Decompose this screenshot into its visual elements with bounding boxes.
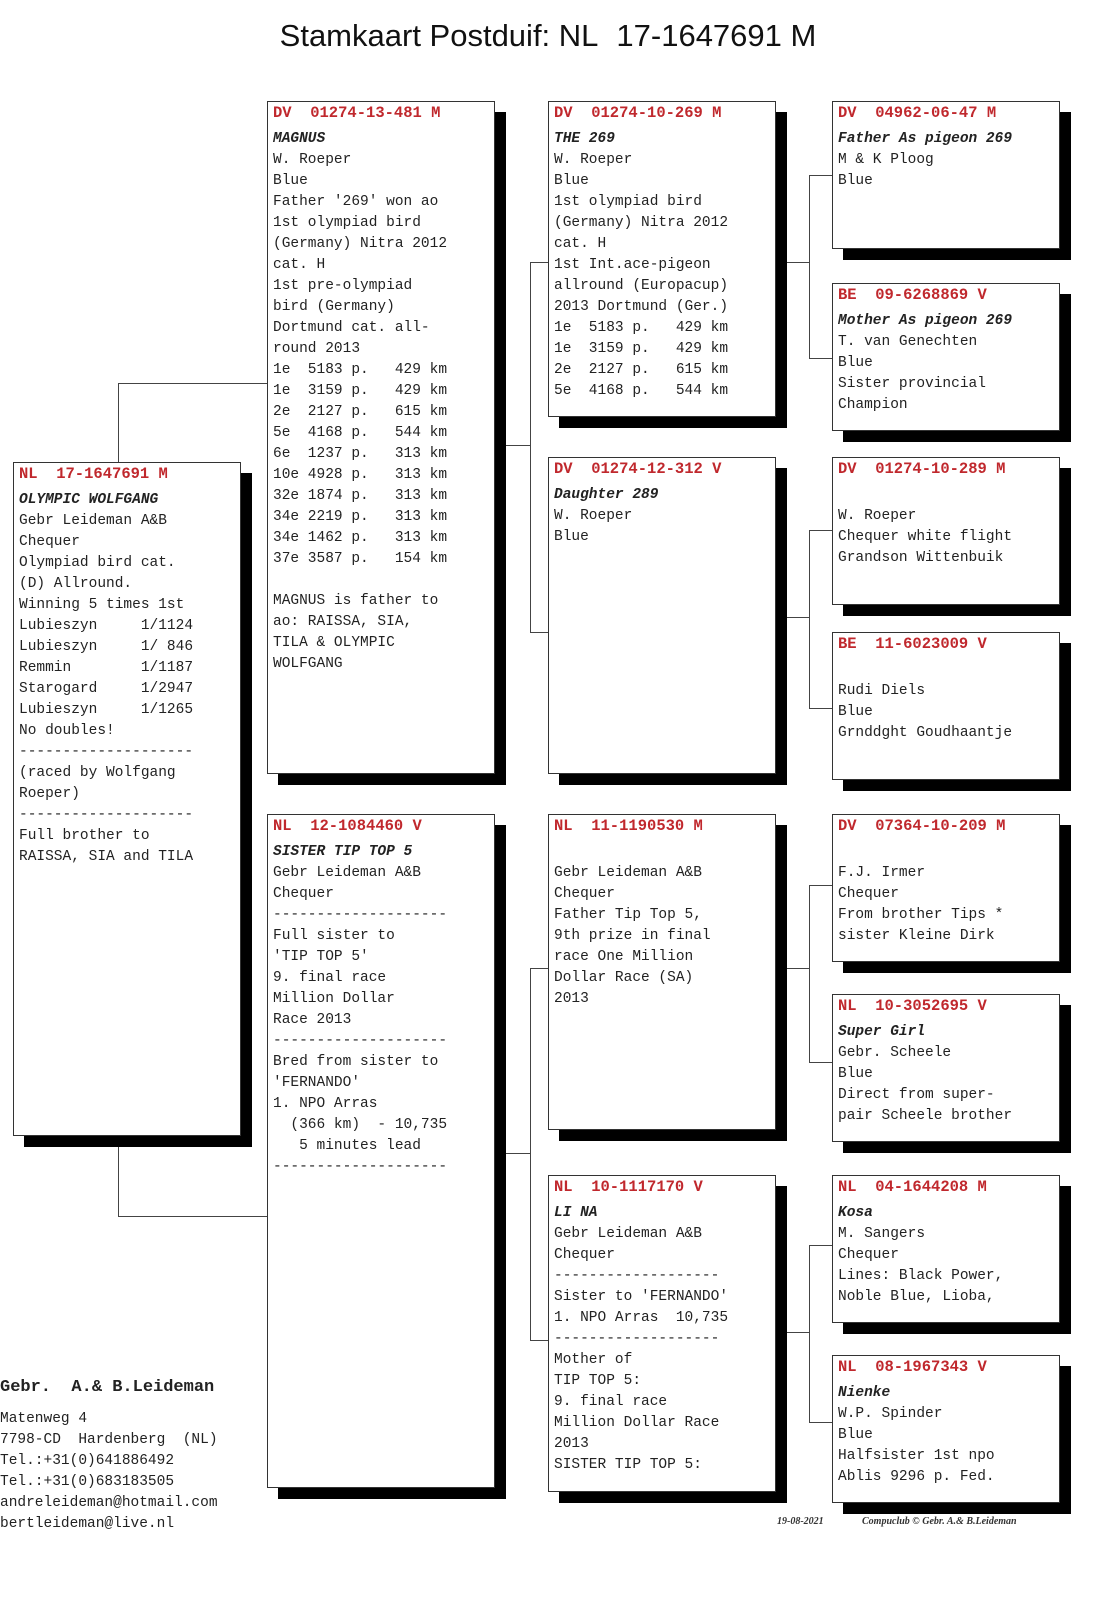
card-line: 1e 3159 p. 429 km	[554, 341, 729, 357]
ring-number: DV 01274-12-312 V	[554, 460, 722, 478]
card-line: TILA & OLYMPIC	[273, 635, 395, 651]
pigeon-card-mother	[267, 814, 495, 1488]
card-line: cat. H	[554, 236, 607, 252]
software-credit: Compuclub © Gebr. A.& B.Leideman	[862, 1516, 1017, 1527]
card-line: Rudi Diels	[838, 683, 926, 699]
card-line: 9. final race	[554, 1394, 668, 1410]
pigeon-card-fff	[832, 101, 1060, 249]
connector-line	[530, 968, 548, 969]
connector-line	[118, 1216, 268, 1217]
card-line: SISTER TIP TOP 5:	[554, 1457, 702, 1473]
pigeon-name: Super Girl	[838, 1024, 926, 1040]
card-line: 'FERNANDO'	[273, 1075, 361, 1091]
ring-number: NL 10-1117170 V	[554, 1178, 703, 1196]
card-line: Lubieszyn 1/1124	[19, 618, 194, 634]
phone-line: Tel.:+31(0)641886492	[0, 1453, 175, 1469]
pigeon-name: THE 269	[554, 131, 615, 147]
connector-line	[809, 530, 833, 531]
ring-number: NL 17-1647691 M	[19, 465, 168, 483]
pigeon-card-mff	[832, 814, 1060, 962]
card-line: Olympiad bird cat.	[19, 555, 176, 571]
card-line: Blue	[838, 704, 873, 720]
card-line: W. Roeper	[554, 152, 633, 168]
card-line: Winning 5 times 1st	[19, 597, 185, 613]
card-line: Father '269' won ao	[273, 194, 439, 210]
pigeon-name: Kosa	[838, 1205, 873, 1221]
card-line: cat. H	[273, 257, 326, 273]
card-line: Blue	[838, 355, 873, 371]
pigeon-name: Mother As pigeon 269	[838, 313, 1013, 329]
card-line: --------------------	[273, 1159, 448, 1175]
card-line: Remmin 1/1187	[19, 660, 194, 676]
address-line: 7798-CD Hardenberg (NL)	[0, 1432, 218, 1448]
card-line: Sister provincial	[838, 376, 986, 392]
card-line: Full sister to	[273, 928, 395, 944]
card-line: TIP TOP 5:	[554, 1373, 642, 1389]
card-line: Blue	[838, 173, 873, 189]
card-line: T. van Genechten	[838, 334, 978, 350]
pigeon-card-fmf	[832, 457, 1060, 605]
card-line	[273, 570, 489, 591]
card-line: Chequer	[554, 1247, 615, 1263]
card-line: Chequer	[273, 886, 334, 902]
card-line: (366 km) - 10,735	[273, 1117, 448, 1133]
card-line: 5e 4168 p. 544 km	[554, 383, 729, 399]
card-line: Roeper)	[19, 786, 80, 802]
card-line: 9th prize in final	[554, 928, 711, 944]
card-line: WOLFGANG	[273, 656, 343, 672]
card-line: 1e 5183 p. 429 km	[554, 320, 729, 336]
connector-line	[809, 885, 833, 886]
card-line: 5 minutes lead	[273, 1138, 421, 1154]
card-line: 1st olympiad bird	[273, 215, 421, 231]
card-line: Blue	[273, 173, 308, 189]
email-line: andreleideman@hotmail.com	[0, 1495, 218, 1511]
pigeon-name: Father As pigeon 269	[838, 131, 1013, 147]
card-line: Lubieszyn 1/1265	[19, 702, 194, 718]
connector-line	[530, 968, 531, 1340]
email-line: bertleideman@live.nl	[0, 1516, 175, 1532]
card-line: 34e 2219 p. 313 km	[273, 509, 448, 525]
pigeon-card-father-mother	[548, 457, 776, 774]
card-line: Gebr Leideman A&B	[273, 865, 421, 881]
card-line: Gebr Leideman A&B	[554, 865, 702, 881]
card-line: 34e 1462 p. 313 km	[273, 530, 448, 546]
pigeon-name: OLYMPIC WOLFGANG	[19, 492, 159, 508]
card-line: F.J. Irmer	[838, 865, 926, 881]
card-line: Gebr Leideman A&B	[19, 513, 167, 529]
connector-line	[530, 262, 531, 632]
card-line: Chequer white flight	[838, 529, 1013, 545]
card-line: 5e 4168 p. 544 km	[273, 425, 448, 441]
connector-line	[809, 358, 833, 359]
ring-number: DV 04962-06-47 M	[838, 104, 997, 122]
breeder-address	[0, 1377, 218, 1535]
connector-line	[809, 175, 810, 358]
ring-number: DV 01274-10-289 M	[838, 460, 1006, 478]
ring-number: DV 01274-10-269 M	[554, 104, 722, 122]
pigeon-name	[838, 660, 1054, 681]
connector-line	[809, 1245, 833, 1246]
card-line: 2013	[554, 1436, 589, 1452]
connector-line	[530, 262, 548, 263]
pigeon-name	[838, 485, 1054, 506]
connector-line	[118, 383, 119, 463]
pigeon-name: Daughter 289	[554, 487, 659, 503]
card-line: Blue	[554, 529, 589, 545]
pigeon-card-father-father	[548, 101, 776, 417]
card-line: No doubles!	[19, 723, 115, 739]
page-title	[0, 18, 1096, 54]
ring-number: NL 11-1190530 M	[554, 817, 703, 835]
connector-line	[118, 1146, 119, 1216]
card-line: --------------------	[19, 807, 194, 823]
pigeon-name	[554, 842, 770, 863]
connector-line	[809, 530, 810, 708]
card-line: Million Dollar	[273, 991, 395, 1007]
card-line: 1st olympiad bird	[554, 194, 702, 210]
ring-number: NL 10-3052695 V	[838, 997, 987, 1015]
title-prefix: Stamkaart Postduif: NL	[279, 18, 599, 53]
pigeon-card-mother-mother	[548, 1175, 776, 1492]
card-line: Blue	[554, 173, 589, 189]
card-line: 'TIP TOP 5'	[273, 949, 369, 965]
card-line: (raced by Wolfgang	[19, 765, 176, 781]
card-line: Dollar Race (SA)	[554, 970, 694, 986]
card-line: -------------------	[554, 1331, 720, 1347]
ring-number: BE 09-6268869 V	[838, 286, 987, 304]
card-line: Chequer	[554, 886, 615, 902]
card-line: Chequer	[838, 886, 899, 902]
card-line: 1e 3159 p. 429 km	[273, 383, 448, 399]
connector-line	[776, 262, 809, 263]
card-line: ao: RAISSA, SIA,	[273, 614, 413, 630]
card-line: 2013	[554, 991, 589, 1007]
pigeon-name: LI NA	[554, 1205, 598, 1221]
card-line: 32e 1874 p. 313 km	[273, 488, 448, 504]
connector-line	[530, 632, 548, 633]
connector-line	[809, 1062, 833, 1063]
card-line: 2e 2127 p. 615 km	[273, 404, 448, 420]
connector-line	[776, 617, 809, 618]
card-line: M. Sangers	[838, 1226, 926, 1242]
title-ring: 17-1647691 M	[616, 18, 817, 53]
card-line: 6e 1237 p. 313 km	[273, 446, 448, 462]
card-line: Ablis 9296 p. Fed.	[838, 1469, 995, 1485]
pigeon-card-mmm	[832, 1355, 1060, 1503]
card-line: (D) Allround.	[19, 576, 133, 592]
card-line: 2e 2127 p. 615 km	[554, 362, 729, 378]
ring-number: NL 04-1644208 M	[838, 1178, 987, 1196]
card-line: Blue	[838, 1066, 873, 1082]
pigeon-card-fmm	[832, 632, 1060, 780]
card-line: (Germany) Nitra 2012	[554, 215, 729, 231]
card-line: Blue	[838, 1427, 873, 1443]
pigeon-name: SISTER TIP TOP 5	[273, 844, 413, 860]
print-date: 19-08-2021	[777, 1516, 824, 1527]
card-line: Father Tip Top 5,	[554, 907, 702, 923]
card-line: M & K Ploog	[838, 152, 934, 168]
card-line: --------------------	[273, 907, 448, 923]
card-line: pair Scheele brother	[838, 1108, 1013, 1124]
card-line: Sister to 'FERNANDO'	[554, 1289, 729, 1305]
card-line: 37e 3587 p. 154 km	[273, 551, 448, 567]
breeder-name: Gebr. A.& B.Leideman	[0, 1378, 215, 1397]
card-line: From brother Tips *	[838, 907, 1004, 923]
card-line: Mother of	[554, 1352, 633, 1368]
card-line: W.P. Spinder	[838, 1406, 943, 1422]
card-line: 2013 Dortmund (Ger.)	[554, 299, 729, 315]
card-line: Gebr. Scheele	[838, 1045, 952, 1061]
connector-line	[809, 885, 810, 1062]
ring-number: BE 11-6023009 V	[838, 635, 987, 653]
address-line: Matenweg 4	[0, 1411, 88, 1427]
connector-line	[495, 445, 530, 446]
connector-line	[809, 708, 833, 709]
card-line: Lubieszyn 1/ 846	[19, 639, 194, 655]
card-line: Gebr Leideman A&B	[554, 1226, 702, 1242]
card-line: --------------------	[273, 1033, 448, 1049]
card-line: RAISSA, SIA and TILA	[19, 849, 194, 865]
card-line: 10e 4928 p. 313 km	[273, 467, 448, 483]
card-line: Grandson Wittenbuik	[838, 550, 1004, 566]
pigeon-card-subject	[13, 462, 241, 1136]
card-line: W. Roeper	[554, 508, 633, 524]
ring-number: DV 01274-13-481 M	[273, 104, 441, 122]
pigeon-card-mother-father	[548, 814, 776, 1130]
card-line: 1e 5183 p. 429 km	[273, 362, 448, 378]
card-line: Million Dollar Race	[554, 1415, 720, 1431]
pigeon-card-mmf	[832, 1175, 1060, 1323]
pigeon-card-mfm	[832, 994, 1060, 1142]
card-line: 1. NPO Arras	[273, 1096, 378, 1112]
card-line: Lines: Black Power,	[838, 1268, 1004, 1284]
phone-line: Tel.:+31(0)683183505	[0, 1474, 175, 1490]
card-line: Grnddght Goudhaantje	[838, 725, 1013, 741]
card-line: Chequer	[19, 534, 80, 550]
pigeon-card-father	[267, 101, 495, 774]
card-line: race One Million	[554, 949, 694, 965]
card-line: bird (Germany)	[273, 299, 395, 315]
pigeon-name: MAGNUS	[273, 131, 326, 147]
pigeon-name	[838, 842, 1054, 863]
card-line: Dortmund cat. all-	[273, 320, 430, 336]
connector-line	[776, 968, 809, 969]
pigeon-card-ffm	[832, 283, 1060, 431]
card-line: Champion	[838, 397, 908, 413]
connector-line	[776, 1332, 809, 1333]
ring-number: NL 12-1084460 V	[273, 817, 422, 835]
card-line: 1. NPO Arras 10,735	[554, 1310, 729, 1326]
connector-line	[809, 1422, 833, 1423]
connector-line	[495, 1153, 530, 1154]
card-line: Starogard 1/2947	[19, 681, 194, 697]
ring-number: NL 08-1967343 V	[838, 1358, 987, 1376]
connector-line	[809, 1245, 810, 1422]
card-line: allround (Europacup)	[554, 278, 729, 294]
card-line: -------------------	[554, 1268, 720, 1284]
pigeon-name: Nienke	[838, 1385, 891, 1401]
card-line: sister Kleine Dirk	[838, 928, 995, 944]
card-line: Halfsister 1st npo	[838, 1448, 995, 1464]
connector-line	[118, 383, 268, 384]
card-line: 1st pre-olympiad	[273, 278, 413, 294]
card-line: Bred from sister to	[273, 1054, 439, 1070]
card-line: --------------------	[19, 744, 194, 760]
card-line: W. Roeper	[838, 508, 917, 524]
card-line: Chequer	[838, 1247, 899, 1263]
card-line: round 2013	[273, 341, 361, 357]
connector-line	[809, 175, 833, 176]
card-line: Direct from super-	[838, 1087, 995, 1103]
card-line: Race 2013	[273, 1012, 352, 1028]
card-line: MAGNUS is father to	[273, 593, 439, 609]
card-line: W. Roeper	[273, 152, 352, 168]
card-line: (Germany) Nitra 2012	[273, 236, 448, 252]
ring-number: DV 07364-10-209 M	[838, 817, 1006, 835]
card-line: Full brother to	[19, 828, 150, 844]
card-line: 1st Int.ace-pigeon	[554, 257, 711, 273]
connector-line	[530, 1340, 548, 1341]
card-line: Noble Blue, Lioba,	[838, 1289, 995, 1305]
card-line: 9. final race	[273, 970, 387, 986]
